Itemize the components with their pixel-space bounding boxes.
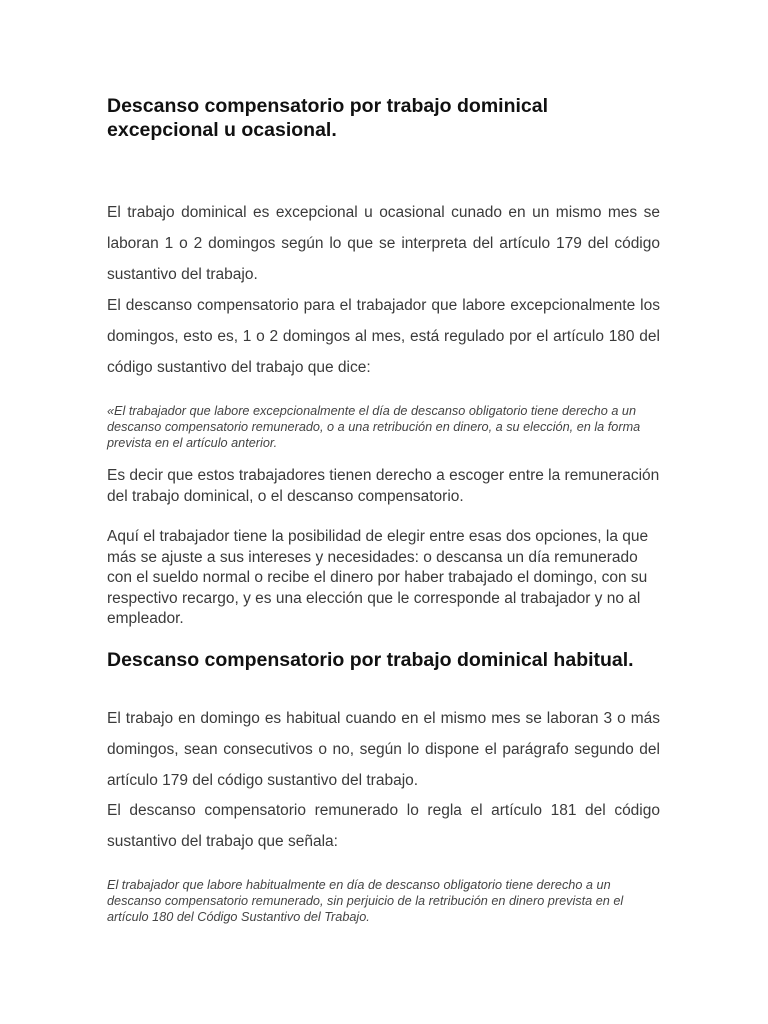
- section1-paragraph-2: El descanso compensatorio para el trabajador que labore excepcionalmente los domingos, esto es, 1 o 2 domingos al mes, está regulado por el artículo 180 del código sustantivo del trabajo que dice:: [107, 297, 660, 376]
- section2-title: Descanso compensatorio por trabajo dominical habitual.: [107, 649, 634, 671]
- section2-paragraph-1: El trabajo en domingo es habitual cuando en el mismo mes se laboran 3 o más domingos, sean consecutivos o no, según lo dispone el parágrafo segundo del artículo 179 del código sustantivo del trabajo.: [107, 710, 660, 789]
- section1-paragraph-4: Aquí el trabajador tiene la posibilidad de elegir entre esas dos opciones, la que más se ajuste a sus intereses y necesidades: o descansa un día remunerado con el sueldo normal o recibe el dinero por haber trabajado el domingo, con su respectivo recargo, y es una elección que le corresponde al trabajador y no al empleador.: [107, 528, 649, 627]
- section1-paragraph-1-block: [107, 197, 660, 290]
- section1-paragraph-2-block: [107, 290, 660, 383]
- section2-paragraph-2-block: [107, 795, 660, 857]
- section1-title: Descanso compensatorio por trabajo dominical excepcional u ocasional.: [107, 95, 549, 141]
- section1-paragraph-3: Es decir que estos trabajadores tienen derecho a escoger entre la remuneración del trabajo dominical, o el descanso compensatorio.: [107, 467, 660, 505]
- section1-quote: «El trabajador que labore excepcionalmente el día de descanso obligatorio tiene derecho a un descanso compensatorio remunerado, o a una retribución en dinero, a su elección, en la forma prevista en el artículo anterior.: [107, 404, 641, 450]
- section1-paragraph-1: El trabajo dominical es excepcional u ocasional cunado en un mismo mes se laboran 1 o 2 domingos según lo que se interpreta del artículo 179 del código sustantivo del trabajo.: [107, 204, 660, 283]
- section2-paragraph-2: El descanso compensatorio remunerado lo regla el artículo 181 del código sustantivo del trabajo que señala:: [107, 802, 660, 850]
- section2-quote: El trabajador que labore habitualmente en día de descanso obligatorio tiene derecho a un descanso compensatorio remunerado, sin perjuicio de la retribución en dinero prevista en el artículo 180 del Código Sustantivo del Trabajo.: [107, 878, 624, 924]
- section2-paragraph-1-block: [107, 703, 660, 796]
